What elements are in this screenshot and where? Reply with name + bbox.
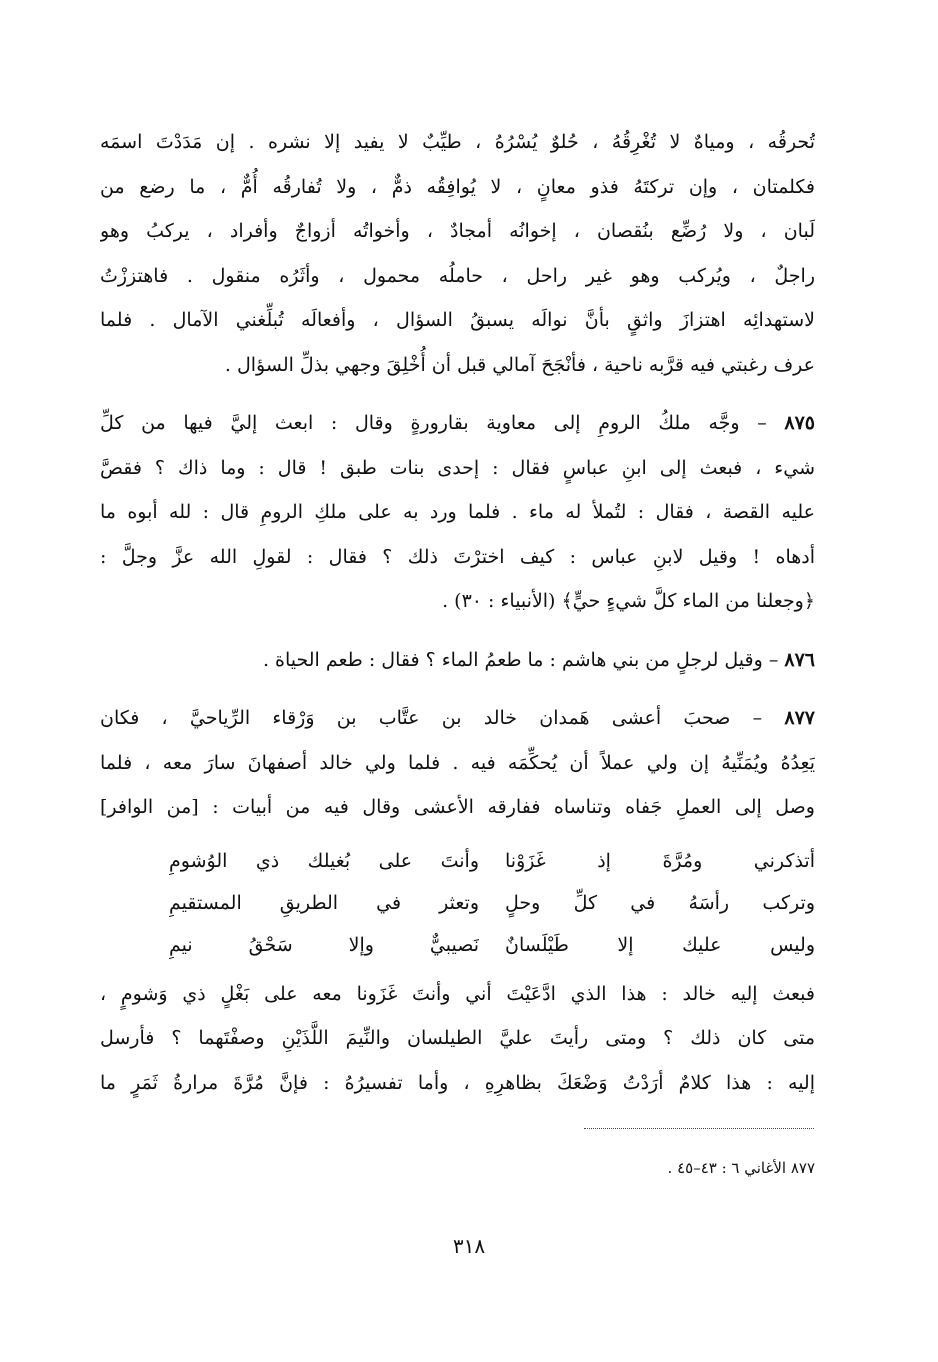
second-hemistich: وتعثر في الطريقِ المستقيمِ [169, 891, 479, 914]
text-line: وصل إلى العملِ جَفاه وتناساه ففارقه الأعشى وقال فيه من أبيات : [من الوافر] [100, 796, 815, 818]
text-line [100, 401, 815, 446]
text-line [100, 696, 815, 741]
text-line: ﴿وجعلنا من الماء كلَّ شيءٍ حيٍّ﴾ (الأنبياء : ٣٠) . [442, 590, 815, 612]
second-hemistich: نَصيبيٌّ وإلا سَحْقُ نيمِ [169, 933, 479, 956]
text-line: عليه القصة ، فقال : لتُملأ له ماء . فلما ورد به على ملكِ الرومِ قال : لله أبوه ما [100, 501, 815, 523]
text-line: شيء ، فبعث إلى ابنِ عباسٍ فقال : إحدى بنات طبق ! قال : وما ذاك ؟ فقصَّ [100, 456, 815, 479]
paragraph-877-continued [100, 972, 815, 1106]
text-line [100, 638, 815, 683]
poem-verse [100, 840, 815, 882]
page-body [100, 120, 815, 1105]
text-line: أدهاه ! وقيل لابنِ عباس : كيف اخترْتَ ذلك ؟ فقال : لقولِ الله عزَّ وجلَّ : [100, 545, 815, 568]
footnote-divider [584, 1128, 814, 1129]
text-line: متى كان ذلك ؟ ومتى رأيتَ عليَّ الطيلسان والنِّيمَ اللَّذَيْنِ وصفْتَهما ؟ فأرسل [100, 1027, 815, 1049]
poem [100, 840, 815, 966]
poem-verse [100, 924, 815, 966]
paragraph-877 [100, 696, 815, 830]
poem-verse [100, 882, 815, 924]
text-span: – وقيل لرجلٍ من بني هاشم : ما طعمُ الماء ؟ فقال : طعم الحياة . [262, 648, 779, 671]
text-line: لاستهدائِه اهتزازَ واثقٍ بأنَّ نوالَه يسبقُ السؤال ، وأفعالَه تُبلِّغني الآمال . فلما [100, 309, 815, 331]
text-span: – وجَّه ملكُ الرومِ إلى معاوية بقارورةٍ وقال : ابعث إليَّ فيها من كلِّ [100, 412, 767, 434]
text-line: فكلمتان ، وإن تركتَهُ فذو معانٍ ، لا يُوافِقُه ذمٌّ ، ولا تُفارقُه أُمٌّ ، ما رضع من [100, 175, 815, 198]
text-line: فبعث إليه خالد : هذا الذي ادَّعَيْتَ أني وأنتَ غَزَونا معه على بَغْلٍ ذي وَشومٍ ، [100, 982, 815, 1005]
paragraph-875 [100, 401, 815, 624]
text-line: راجلٌ ، ويُركب وهو غير راحل ، حاملُه محمول ، وأثَرُه منقول . فاهتززْتُ [100, 264, 815, 287]
page-number: ٣١٨ [452, 1234, 486, 1258]
paragraph-continuation [100, 120, 815, 387]
text-line: تُحرقُه ، ومياهٌ لا تُغْرِقُهُ ، حُلوٌ يُسْرُهُ ، طيِّبٌ لا يفيد إلا نشره . إن مَدَدْتَ اسمَه [100, 131, 815, 153]
paragraph-876 [100, 638, 815, 683]
text-line: إليه : هذا كلامٌ أرَدْتُ وَضْعَكَ بظاهرِهِ ، وأما تفسيرُهُ : فإنَّ مُرَّةَ مرارةُ ثَمَرٍ ما [100, 1071, 815, 1094]
entry-number: ٨٧٧ [784, 707, 815, 729]
first-hemistich: أتذكرني ومُرَّةَ إذ غَزَوْنا [505, 849, 815, 872]
text-line: لَبان ، ولا رُضِّع بنُقصان ، إخوانُه أمجادٌ ، وأخواتُه أزواجٌ وأفراد ، يركبُ وهو [100, 220, 815, 242]
footnote: ٨٧٧ الأغاني ٦ : ٤٣–٤٥ . [667, 1159, 815, 1177]
entry-number: ٨٧٥ [784, 412, 815, 434]
first-hemistich: وليس عليك إلا طَيْلَسانٌ [505, 933, 815, 956]
text-span: – صحبَ أعشى هَمدان خالد بن عتَّاب بن وَرْقاء الرِّياحيَّ ، فكان [100, 707, 763, 729]
entry-number: ٨٧٦ [784, 648, 815, 671]
first-hemistich: وتركب رأسَهُ في كلِّ وحلٍ [505, 891, 815, 914]
second-hemistich: وأنتَ على بُغيلك ذي الوُشومِ [169, 849, 479, 872]
text-line: عرف رغبتي فيه قرَّبه ناحية ، فأنْجَحَ آمالي قبل أن أُخْلِقَ وجهي بذلِّ السؤال . [224, 353, 815, 376]
text-line: يَعِدُهُ ويُمَنِّيهُ إن ولي عملاً أن يُحكِّمَه فيه . فلما ولي خالد أصفهانَ سارَ معه ، فلما [100, 751, 815, 774]
